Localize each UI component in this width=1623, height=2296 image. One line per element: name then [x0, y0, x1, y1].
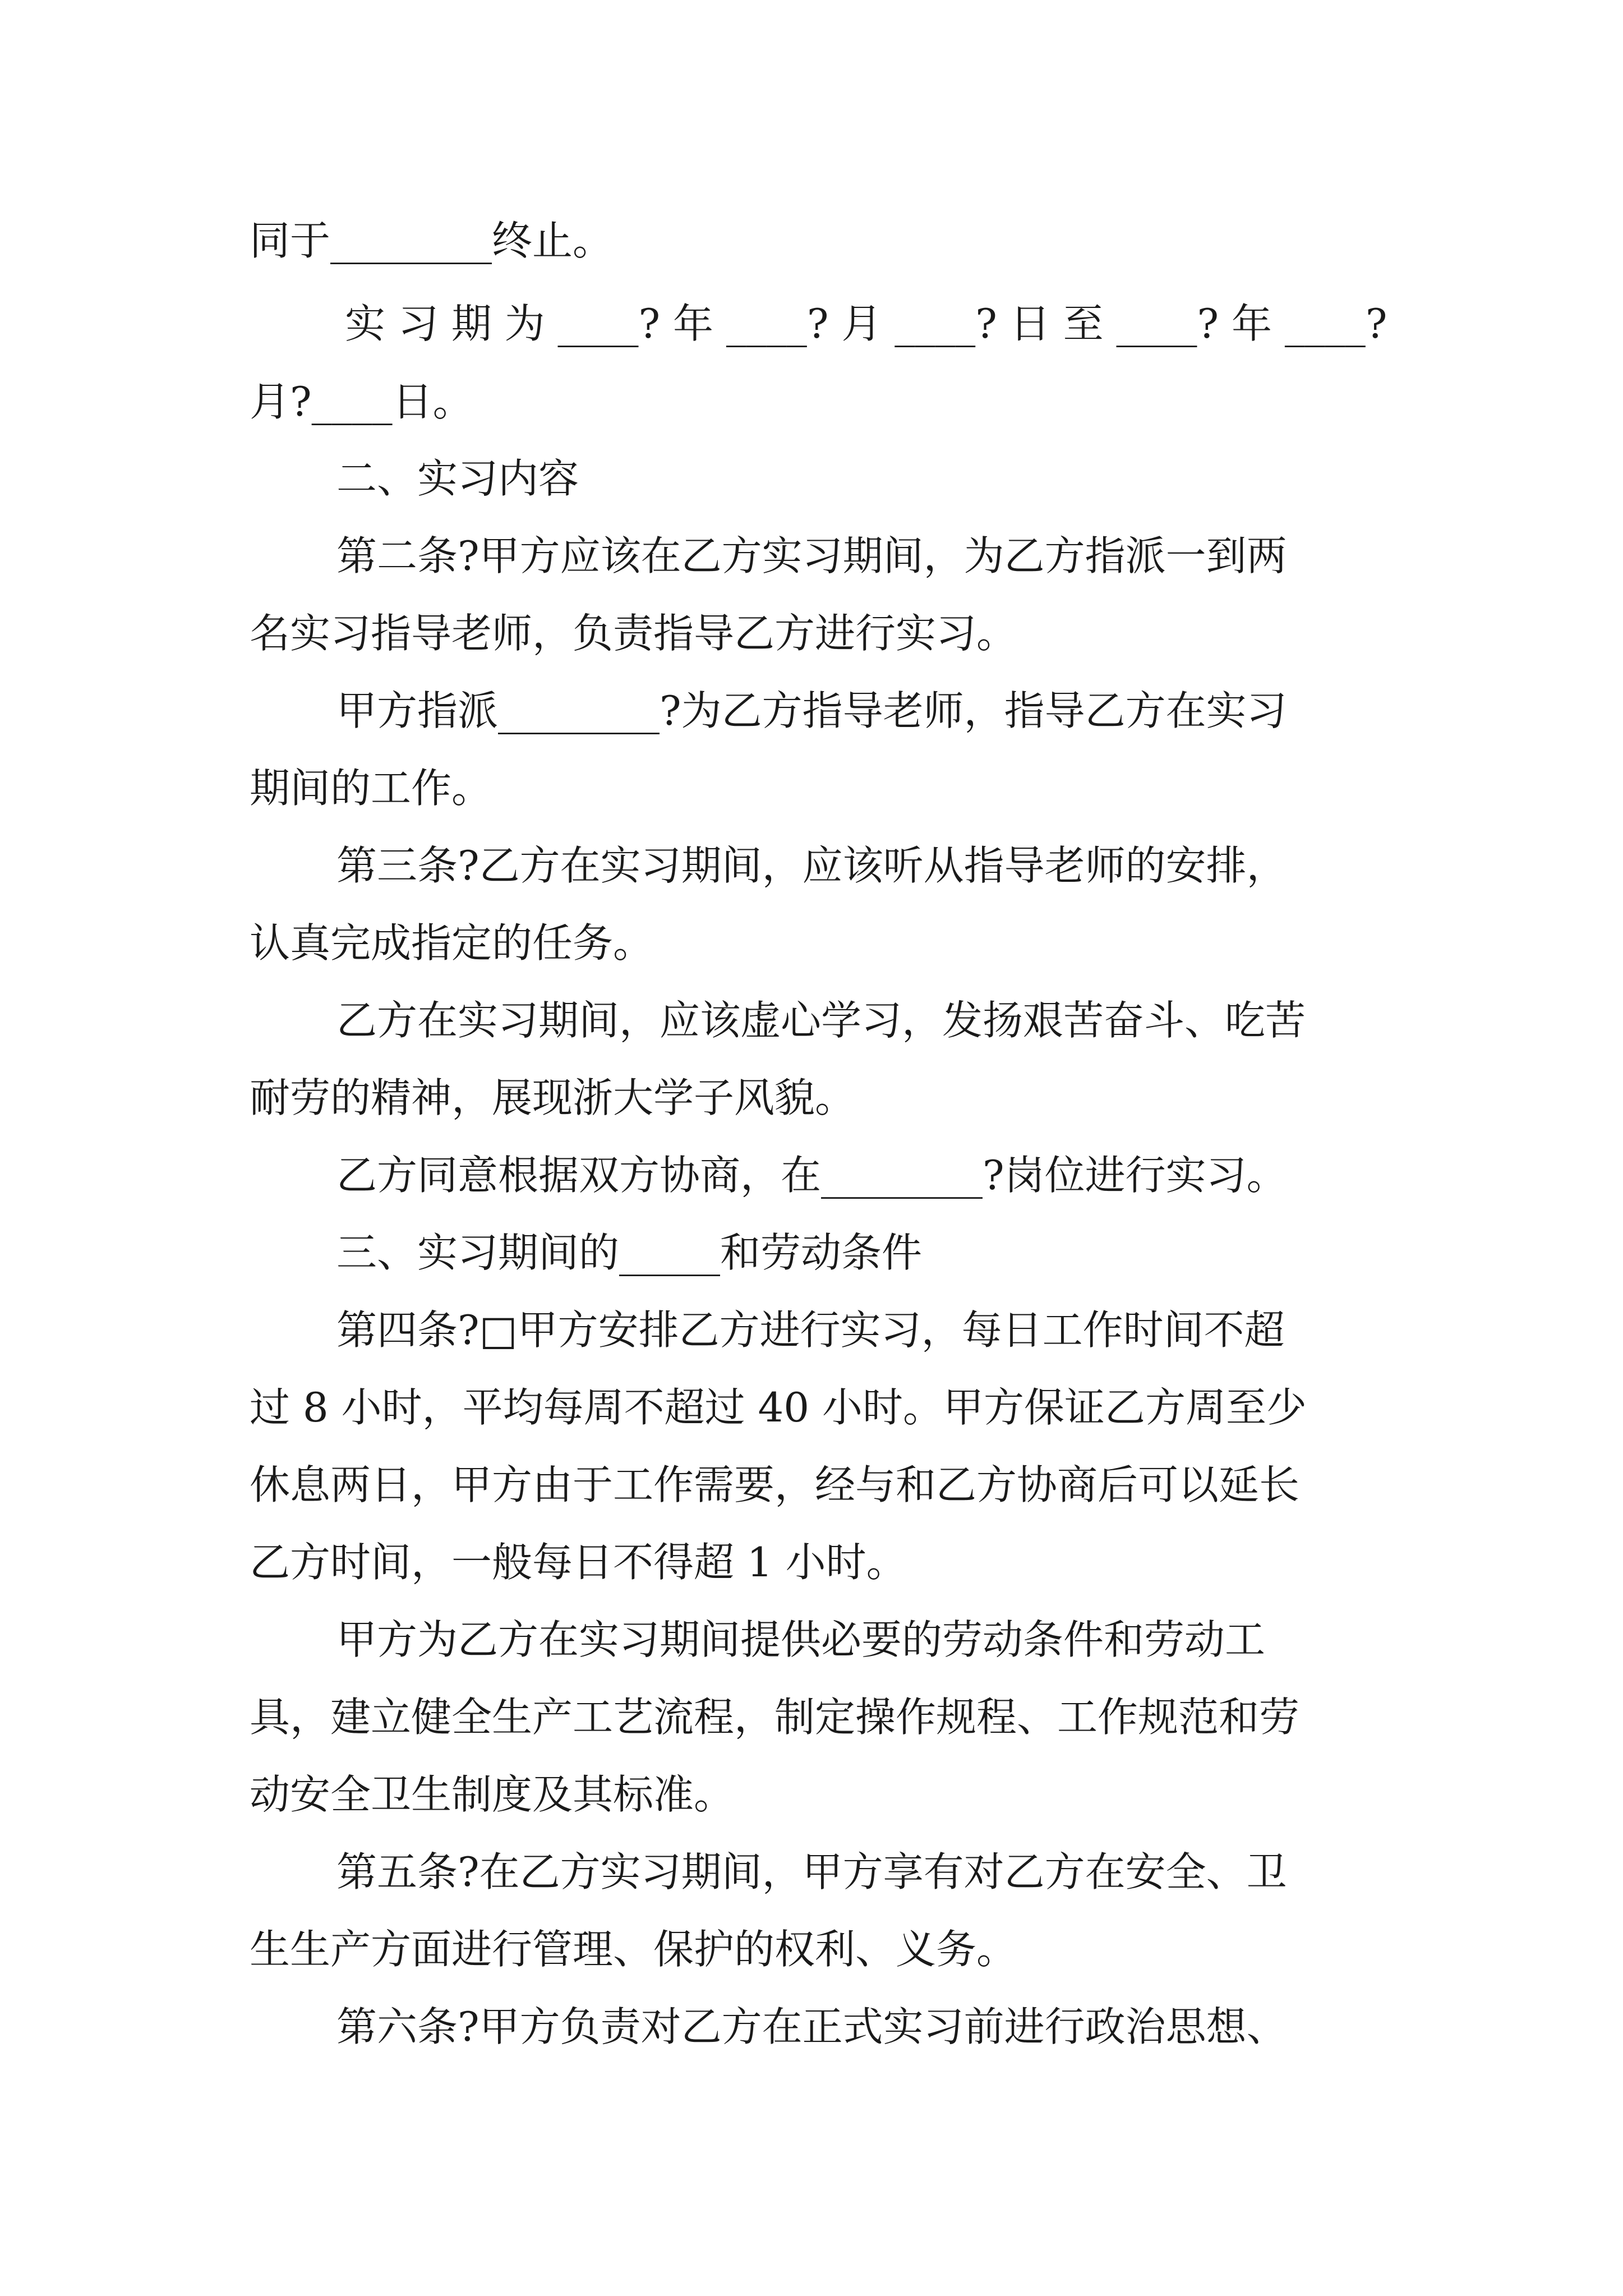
text-line-1: 同于________终止。: [250, 217, 614, 264]
text-line-13: 乙方同意根据双方协商，在________?岗位进行实习。: [336, 1152, 1287, 1199]
text-line-23: 生生产方面进行管理、保护的权利、义务。: [250, 1926, 1017, 1973]
text-line-7: 甲方指派________?为乙方指导老师，指导乙方在实习: [336, 687, 1287, 734]
text-line-22: 第五条?在乙方实习期间，甲方享有对乙方在安全、卫: [336, 1848, 1287, 1895]
text-line-10: 认真完成指定的任务。: [250, 919, 654, 967]
text-line-12: 耐劳的精神，展现浙大学子风貌。: [250, 1074, 856, 1121]
text-line-9: 第三条?乙方在实习期间，应该听从指导老师的安排，: [336, 842, 1287, 889]
text-line-2: 实 习 期 为 ____? 年 ____? 月 ____? 日 至 ____? 年 ____?: [345, 300, 1387, 347]
text-line-24: 第六条?甲方负责对乙方在正式实习前进行政治思想、: [336, 2003, 1287, 2050]
text-line-19: 甲方为乙方在实习期间提供必要的劳动条件和劳动工: [336, 1616, 1266, 1663]
text-line-21: 动安全卫生制度及其标准。: [250, 1771, 735, 1818]
text-line-20: 具，建立健全生产工艺流程，制定操作规程、工作规范和劳: [250, 1694, 1300, 1741]
text-line-18: 乙方时间，一般每日不得超 1 小时。: [250, 1539, 907, 1586]
text-line-8: 期间的工作。: [250, 765, 492, 812]
text-line-11: 乙方在实习期间，应该虚心学习，发扬艰苦奋斗、吃苦: [336, 997, 1306, 1044]
text-line-3: 月?____日。: [250, 378, 473, 425]
text-line-6: 名实习指导老师，负责指导乙方进行实习。: [250, 610, 1017, 657]
section-heading-3: 三、实习期间的_____和劳动条件: [336, 1229, 923, 1276]
text-line-17: 休息两日，甲方由于工作需要，经与和乙方协商后可以延长: [250, 1461, 1300, 1508]
text-line-15: 第四条?□甲方安排乙方进行实习，每日工作时间不超: [336, 1306, 1285, 1354]
section-heading-2: 二、实习内容: [336, 455, 579, 502]
text-line-16: 过 8 小时，平均每周不超过 40 小时。甲方保证乙方周至少: [250, 1384, 1307, 1431]
text-line-5: 第二条?甲方应该在乙方实习期间，为乙方指派一到两: [336, 532, 1287, 579]
